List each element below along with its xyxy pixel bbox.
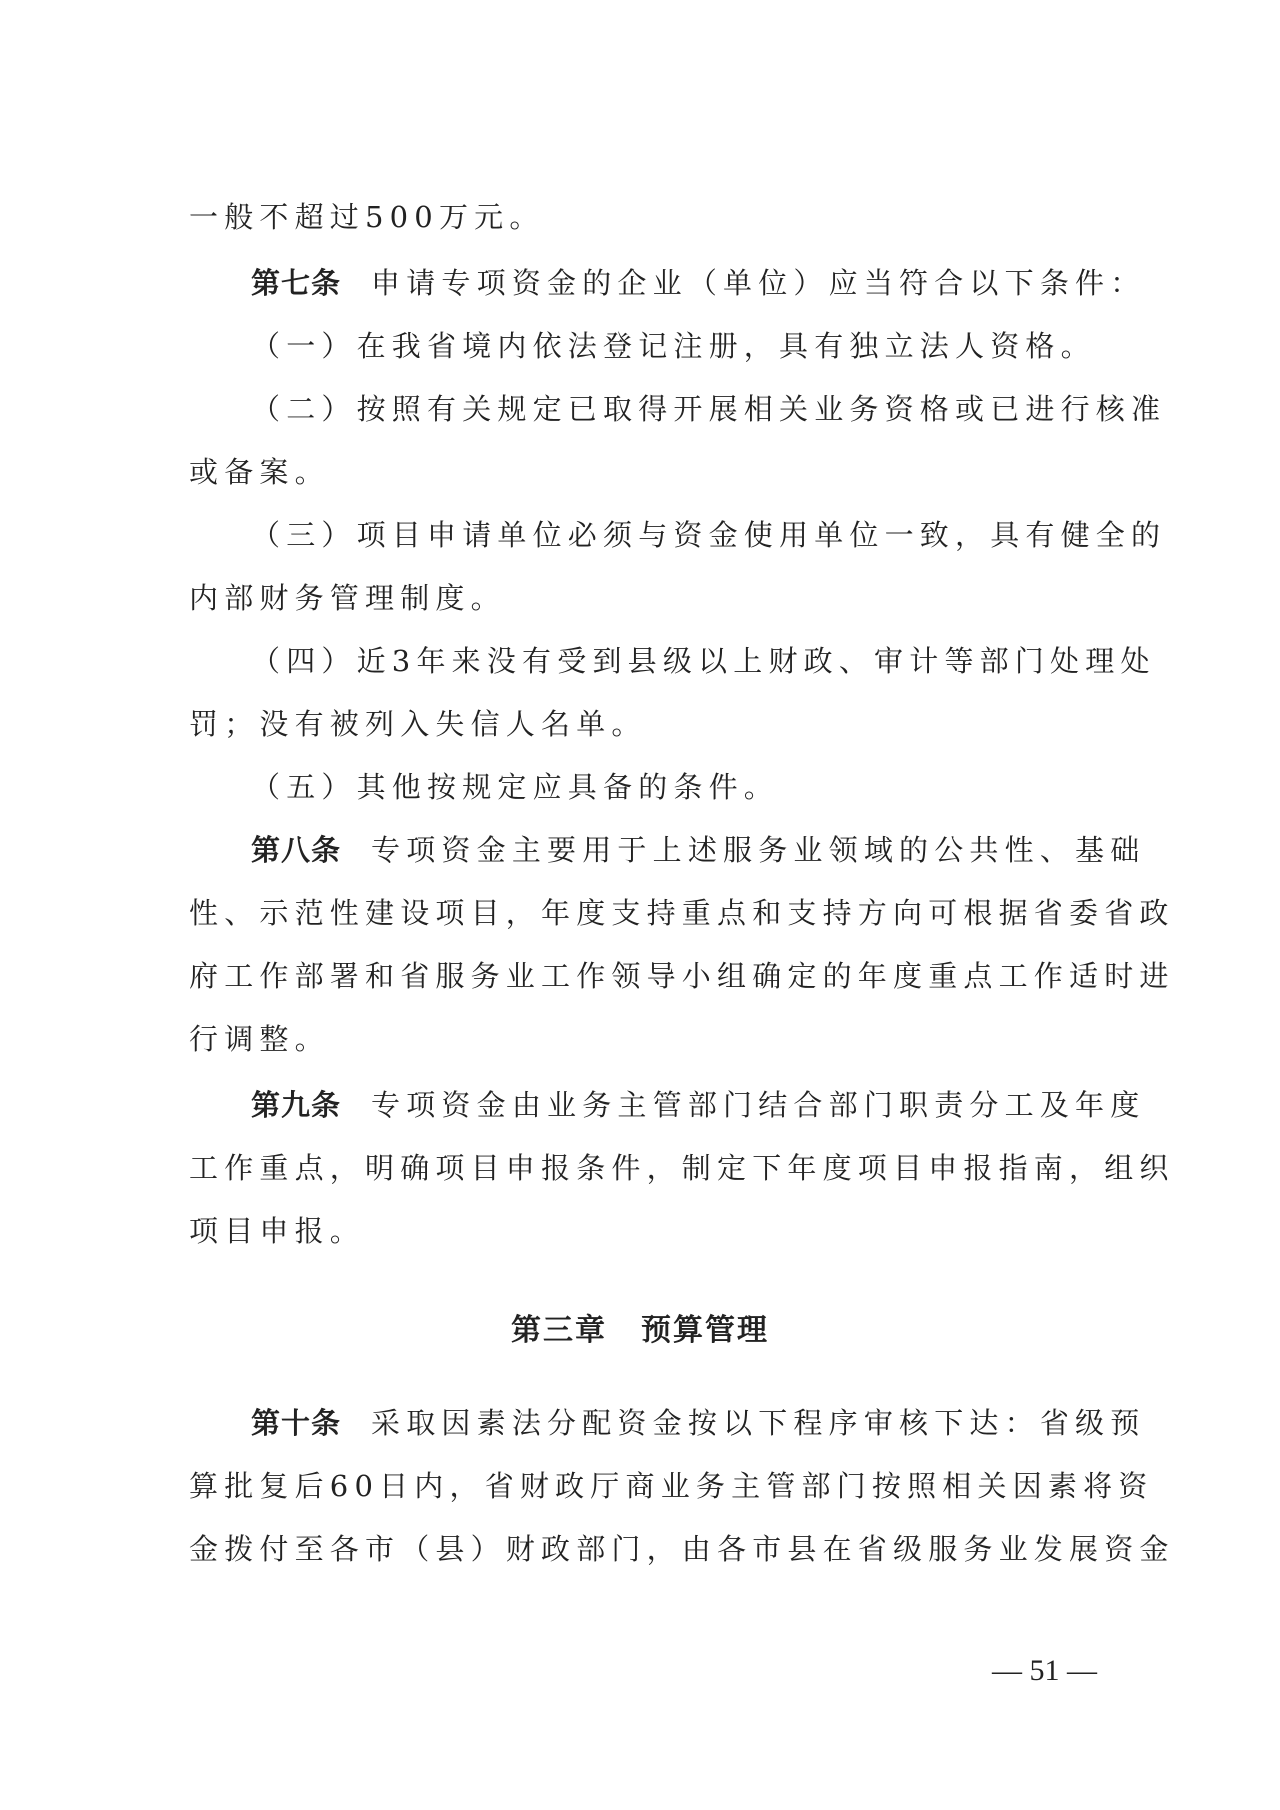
article-label: 第九条 bbox=[251, 1088, 342, 1122]
chapter-number: 第三章 bbox=[511, 1313, 607, 1348]
article-text: 专项资金由业务主管部门结合部门职责分工及年度 bbox=[371, 1088, 1146, 1122]
list-item-2: （二）按照有关规定已取得开展相关业务资格或已进行核准 bbox=[251, 392, 1167, 426]
article-text: 采取因素法分配资金按以下程序审核下达：省级预 bbox=[371, 1406, 1146, 1440]
paragraph-line: 性、示范性建设项目，年度支持重点和支持方向可根据省委省政 bbox=[189, 896, 1175, 930]
paragraph-line: 内部财务管理制度。 bbox=[189, 581, 506, 615]
article-text: 申请专项资金的企业（单位）应当符合以下条件： bbox=[371, 266, 1146, 300]
paragraph-line: 行调整。 bbox=[189, 1022, 330, 1056]
paragraph-line: 工作重点，明确项目申报条件，制定下年度项目申报指南，组织 bbox=[189, 1151, 1175, 1185]
article-label: 第十条 bbox=[251, 1406, 342, 1440]
paragraph-line: 一般不超过500万元。 bbox=[189, 200, 545, 234]
page-number: — 51 — bbox=[992, 1654, 1097, 1687]
list-item-5: （五）其他按规定应具备的条件。 bbox=[251, 770, 780, 804]
article-8-line bbox=[251, 830, 1145, 870]
article-10-line bbox=[251, 1403, 1145, 1443]
paragraph-line: 或备案。 bbox=[189, 455, 330, 489]
chapter-heading bbox=[0, 1311, 1280, 1351]
article-7-line bbox=[251, 263, 1145, 303]
paragraph-line: 金拨付至各市（县）财政部门，由各市县在省级服务业发展资金 bbox=[189, 1532, 1175, 1566]
list-item-4: （四）近3年来没有受到县级以上财政、审计等部门处理处 bbox=[251, 644, 1156, 678]
paragraph-line: 罚；没有被列入失信人名单。 bbox=[189, 707, 647, 741]
paragraph-line: 项目申报。 bbox=[189, 1214, 366, 1248]
chapter-title: 预算管理 bbox=[641, 1313, 769, 1348]
article-label: 第七条 bbox=[251, 266, 342, 300]
list-item-1: （一）在我省境内依法登记注册，具有独立法人资格。 bbox=[251, 329, 1096, 363]
list-item-3: （三）项目申请单位必须与资金使用单位一致，具有健全的 bbox=[251, 518, 1167, 552]
paragraph-line: 府工作部署和省服务业工作领导小组确定的年度重点工作适时进 bbox=[189, 959, 1175, 993]
article-label: 第八条 bbox=[251, 833, 342, 867]
paragraph-line: 算批复后60日内，省财政厅商业务主管部门按照相关因素将资 bbox=[189, 1469, 1154, 1503]
article-9-line bbox=[251, 1085, 1145, 1125]
article-text: 专项资金主要用于上述服务业领域的公共性、基础 bbox=[371, 833, 1146, 867]
